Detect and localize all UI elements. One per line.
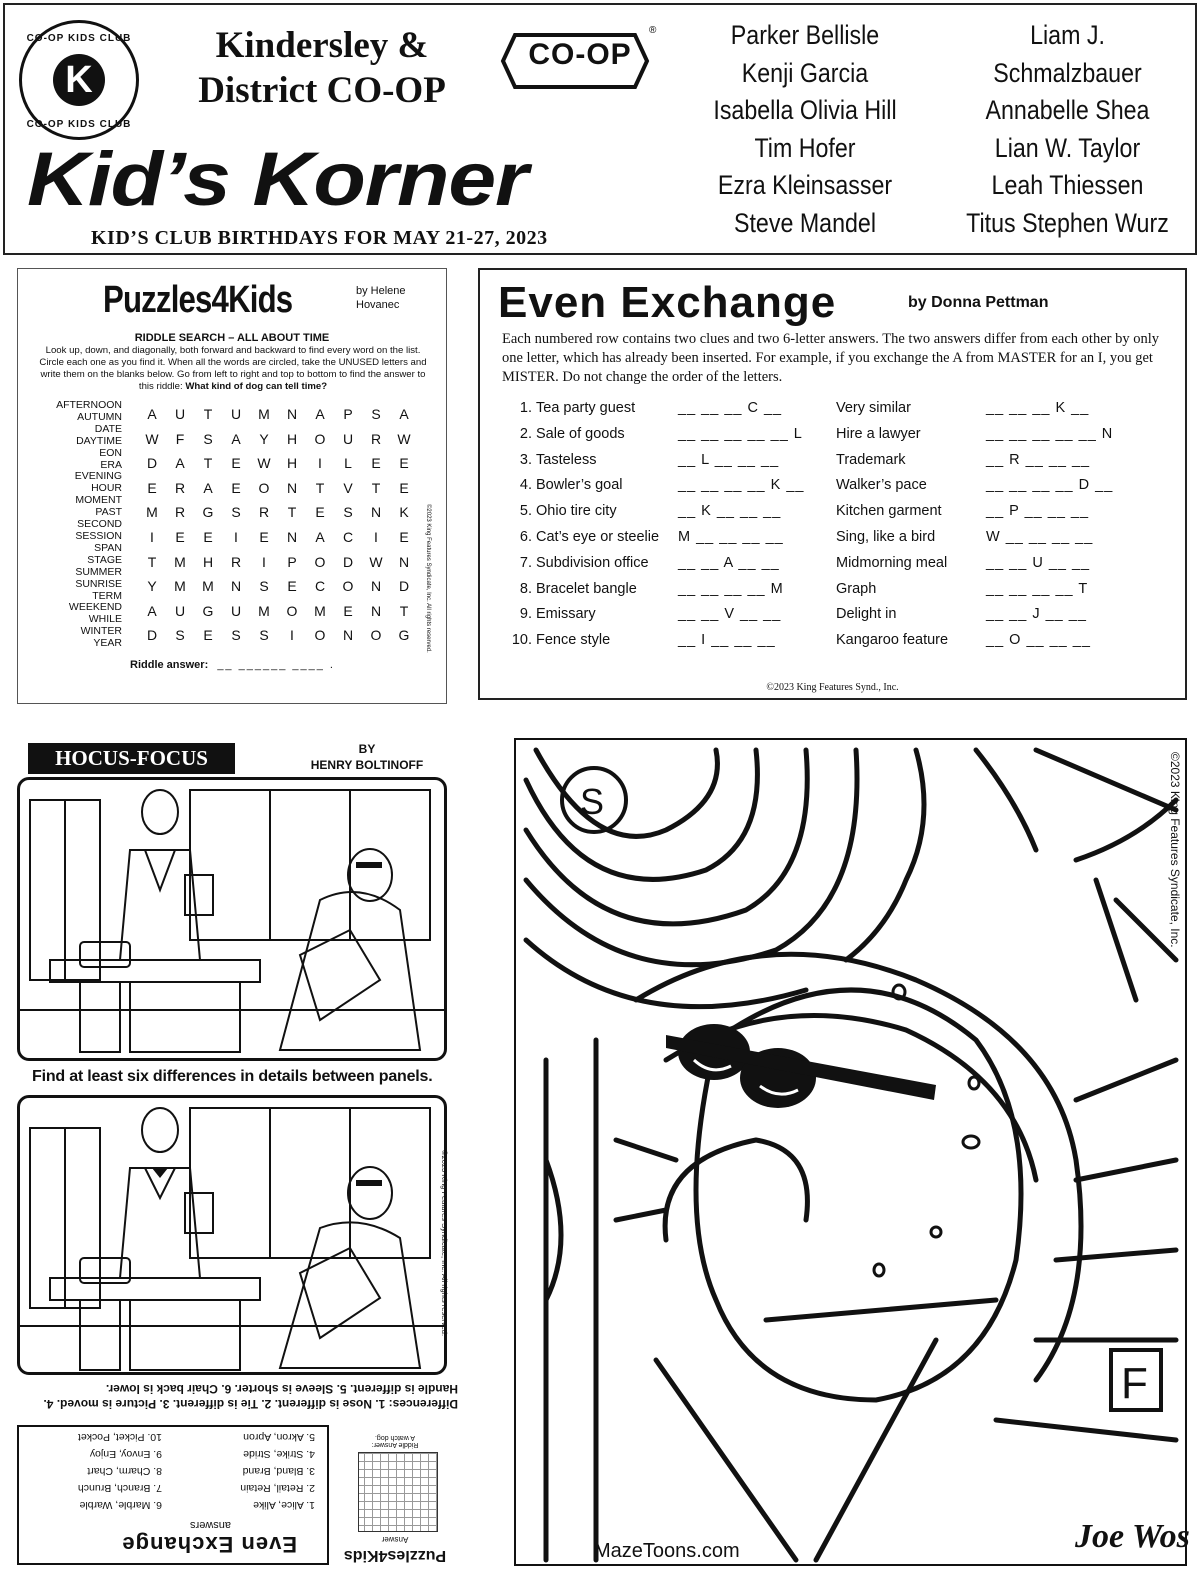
grid-letter[interactable]: E bbox=[287, 578, 297, 595]
word-list-item: DATE bbox=[94, 422, 122, 435]
grid-letter[interactable]: S bbox=[203, 430, 213, 447]
clue-number: 6. bbox=[519, 529, 532, 545]
birthday-name: Isabella Olivia Hill bbox=[713, 95, 897, 125]
grid-letter[interactable]: O bbox=[314, 553, 326, 570]
riddle-answer-line[interactable] bbox=[130, 659, 335, 671]
hocus-focus-caption: Find at least six differences in details between panels. bbox=[32, 1068, 433, 1085]
clue-left: Bracelet bangle bbox=[536, 580, 637, 597]
word-list-item: SESSION bbox=[75, 529, 122, 542]
clue-left: Fence style bbox=[536, 632, 611, 649]
even-exchange-instructions: Each numbered row contains two clues and two 6-letter answers. The two answers differ from each other by only one letter, which has already been inserted. For example, if you exchange the A from MASTER for an I, you get MISTER. Do not change the order of the letters. bbox=[502, 331, 1159, 385]
grid-letter[interactable]: A bbox=[315, 406, 325, 422]
word-list-item: PAST bbox=[95, 506, 122, 519]
grid-letter[interactable]: E bbox=[315, 504, 325, 521]
grid-letter[interactable]: U bbox=[230, 602, 242, 619]
grid-row bbox=[138, 550, 418, 575]
p4k-riddle-answer-label: Riddle Answer: bbox=[371, 1441, 419, 1448]
clue-row bbox=[480, 529, 1185, 549]
grid-letter[interactable]: A bbox=[147, 406, 157, 422]
grid-row bbox=[138, 476, 418, 501]
artist-signature: Joe Wos bbox=[1075, 1518, 1190, 1555]
hocus-focus-answers: Differences: 1. Nose is different. 2. Tie is different. 3. Picture is moved. 4. Handle is different. 5. Sleeve is shorter. 6. Chair back is lower. bbox=[43, 1382, 458, 1411]
maze-panel[interactable] bbox=[514, 738, 1187, 1566]
grid-letter[interactable]: C bbox=[314, 578, 326, 595]
clue-right: Kitchen garment bbox=[836, 503, 942, 520]
grid-letter[interactable]: V bbox=[343, 479, 353, 496]
instructions-text: Look up, down, and diagonally, both forward and backward to find every word on the list. Circle each one as you find it. When all the words are circled, take the UNUSED letters and write them on the blanks below. Go from left to right and top to bottom to find the answer to this riddle: bbox=[39, 345, 427, 392]
p4k-riddle-answer-text: A watch dog. bbox=[374, 1434, 416, 1441]
answer-item: 1. Alice, Alike bbox=[253, 1499, 315, 1511]
birthday-name: Ezra Kleinsasser bbox=[717, 170, 893, 200]
answer-blanks-left[interactable]: __ L __ __ __ bbox=[678, 451, 780, 468]
grid-letter[interactable]: U bbox=[342, 430, 354, 447]
grid-letter[interactable]: W bbox=[397, 430, 411, 447]
grid-row bbox=[138, 451, 418, 476]
clue-number: 5. bbox=[519, 503, 532, 520]
byline-by: BY bbox=[358, 742, 376, 756]
clue-row bbox=[480, 606, 1185, 626]
answer-item: 3. Bland, Brand bbox=[242, 1465, 315, 1477]
clue-right: Delight in bbox=[836, 606, 897, 623]
grid-letter[interactable]: R bbox=[174, 504, 186, 521]
clue-number: 10. bbox=[511, 632, 532, 649]
even-exchange-answers-box bbox=[17, 1425, 329, 1565]
hocus-focus-title: HOCUS-FOCUS bbox=[28, 743, 235, 774]
clue-right: Very similar bbox=[836, 400, 911, 416]
clue-row bbox=[480, 400, 1185, 420]
grid-letter[interactable]: L bbox=[344, 455, 352, 472]
office-cartoon-illustration bbox=[20, 780, 444, 1058]
answer-blanks-left[interactable]: __ __ __ __ M bbox=[678, 580, 784, 597]
answer-blanks-right[interactable]: __ __ U __ __ bbox=[986, 554, 1091, 571]
even-exchange-byline: by Donna Pettman bbox=[908, 294, 1049, 311]
grid-letter[interactable]: H bbox=[202, 553, 214, 570]
grid-letter[interactable]: N bbox=[286, 528, 298, 545]
logo-ring-bottom-text: CO-OP KIDS CLUB bbox=[26, 119, 132, 130]
answer-item: 10. Picket, Pocket bbox=[77, 1431, 162, 1443]
answer-blanks-right[interactable]: __ R __ __ __ bbox=[986, 451, 1091, 468]
clue-row bbox=[480, 426, 1185, 446]
clue-right: Hire a lawyer bbox=[836, 425, 921, 442]
grid-letter[interactable]: M bbox=[258, 406, 270, 422]
birthday-name: Steve Mandel bbox=[733, 207, 876, 238]
grid-letter[interactable]: T bbox=[399, 602, 409, 619]
grid-letter[interactable]: U bbox=[174, 406, 186, 422]
clue-left: Ohio tire city bbox=[536, 503, 617, 520]
grid-letter[interactable]: W bbox=[145, 430, 159, 447]
answer-item: 9. Envoy, Enjoy bbox=[89, 1448, 162, 1460]
maze-start-label: S bbox=[580, 781, 605, 822]
answers-column-1 bbox=[240, 1428, 315, 1513]
grid-letter[interactable]: O bbox=[286, 602, 298, 619]
birthday-list-2 bbox=[958, 17, 1177, 242]
byline-author: HENRY BOLTINOFF bbox=[310, 758, 424, 772]
grid-letter[interactable]: S bbox=[259, 627, 269, 644]
maze-finish-label: F bbox=[1121, 1359, 1148, 1408]
puzzles4kids-title: Puzzles4Kids bbox=[103, 279, 293, 321]
grid-letter[interactable]: R bbox=[258, 504, 270, 521]
office-cartoon-illustration-variant bbox=[20, 1098, 444, 1372]
answer-blanks-left[interactable]: __ I __ __ __ bbox=[678, 632, 776, 649]
word-list-item: WHILE bbox=[88, 613, 122, 626]
word-list-item: WEEKEND bbox=[68, 601, 122, 614]
word-list-item: SPAN bbox=[94, 541, 122, 554]
grid-letter[interactable]: S bbox=[175, 627, 185, 644]
grid-letter[interactable]: T bbox=[147, 553, 157, 570]
clue-number: 3. bbox=[519, 451, 532, 468]
answer-blanks-left[interactable]: __ __ __ __ K __ bbox=[678, 477, 805, 494]
grid-letter[interactable]: O bbox=[314, 430, 326, 447]
word-list bbox=[54, 400, 122, 650]
hocus-focus-panel-top[interactable] bbox=[17, 777, 447, 1061]
answer-blanks-right[interactable]: __ __ __ __ __ N bbox=[986, 425, 1114, 442]
p4k-answer-title: Puzzles4Kids bbox=[343, 1547, 447, 1564]
grid-letter[interactable]: T bbox=[371, 479, 381, 496]
grid-letter[interactable]: P bbox=[287, 553, 297, 570]
grid-letter[interactable]: M bbox=[146, 504, 158, 521]
answer-blanks-right[interactable]: W __ __ __ __ bbox=[986, 529, 1094, 545]
grid-letter[interactable]: W bbox=[369, 553, 383, 570]
birthday-name: Liam J. Schmalzbauer bbox=[993, 20, 1142, 88]
answer-blanks-right[interactable]: __ __ __ __ D __ bbox=[986, 477, 1114, 494]
grid-letter[interactable]: E bbox=[371, 455, 381, 472]
birthday-name: Lian W. Taylor bbox=[994, 132, 1141, 163]
birthday-name: Annabelle Shea bbox=[985, 95, 1150, 125]
clue-left: Subdivision office bbox=[536, 554, 649, 571]
grid-letter[interactable]: N bbox=[398, 553, 410, 570]
grid-letter[interactable]: E bbox=[343, 602, 353, 619]
clue-row bbox=[480, 581, 1185, 601]
answer-item: 2. Retail, Retain bbox=[240, 1482, 315, 1494]
p4k-solved-grid-thumbnail bbox=[358, 1452, 438, 1532]
grid-letter[interactable]: E bbox=[147, 479, 157, 496]
grid-letter[interactable]: I bbox=[374, 528, 378, 545]
grid-letter[interactable]: O bbox=[370, 627, 382, 644]
p4k-answer-label: Answer bbox=[381, 1535, 409, 1544]
answer-item: 7. Branch, Brunch bbox=[77, 1482, 162, 1494]
birthday-name: Kenji Garcia bbox=[741, 57, 869, 88]
word-list-item: AFTERNOON bbox=[56, 399, 122, 411]
grid-letter[interactable]: A bbox=[231, 430, 241, 447]
answer-blanks-left[interactable]: __ __ __ C __ bbox=[678, 400, 783, 416]
clue-left: Tasteless bbox=[536, 451, 597, 468]
grid-letter[interactable]: O bbox=[258, 479, 270, 496]
grid-letter[interactable]: N bbox=[370, 602, 382, 619]
grid-letter[interactable]: E bbox=[175, 528, 185, 545]
maze-website: MazeToons.com bbox=[594, 1540, 740, 1562]
birthday-list-1 bbox=[702, 17, 908, 242]
answer-blanks-left[interactable]: __ __ __ __ __ L bbox=[678, 425, 803, 442]
grid-row bbox=[138, 599, 418, 624]
hocus-focus-copyright: ©2023 King Features Syndicate, Inc. All rights reserved. bbox=[440, 1150, 449, 1337]
grid-letter[interactable]: M bbox=[202, 578, 214, 595]
word-list-item: SUMMER bbox=[75, 565, 122, 578]
grid-letter[interactable]: R bbox=[174, 479, 186, 496]
grid-letter[interactable]: I bbox=[234, 528, 238, 545]
word-list-item: EON bbox=[99, 446, 122, 459]
grid-letter[interactable]: N bbox=[370, 578, 382, 595]
answers-title: Even Exchange bbox=[121, 1532, 297, 1557]
clue-right: Trademark bbox=[836, 451, 906, 468]
birthday-heading: KID’S CLUB BIRTHDAYS FOR MAY 21-27, 2023 bbox=[91, 227, 548, 249]
puzzles4kids-answer-box bbox=[340, 1428, 450, 1566]
riddle-question: What kind of dog can tell time? bbox=[185, 381, 328, 392]
answer-blanks-right[interactable]: __ O __ __ __ bbox=[986, 632, 1091, 649]
word-list-item: WINTER bbox=[80, 625, 122, 638]
grid-letter[interactable]: M bbox=[258, 602, 270, 619]
even-exchange-title: Even Exchange bbox=[498, 278, 837, 327]
word-list-item: MOMENT bbox=[75, 494, 122, 507]
grid-letter[interactable]: E bbox=[399, 455, 409, 472]
grid-letter[interactable]: D bbox=[398, 578, 410, 595]
coop-title bbox=[157, 23, 487, 113]
grid-letter[interactable]: E bbox=[399, 528, 409, 545]
grid-letter[interactable]: A bbox=[175, 455, 185, 472]
grid-letter[interactable]: N bbox=[286, 479, 298, 496]
answer-item: 4. Strike, Stride bbox=[243, 1448, 315, 1460]
grid-letter[interactable]: I bbox=[290, 627, 294, 644]
answer-item: 6. Marble, Warble bbox=[79, 1499, 162, 1511]
clue-right: Walker’s pace bbox=[836, 477, 927, 494]
riddle-search-subtitle: RIDDLE SEARCH – ALL ABOUT TIME bbox=[134, 332, 330, 344]
grid-letter[interactable]: O bbox=[314, 627, 326, 644]
clue-row bbox=[480, 555, 1185, 575]
clue-number: 9. bbox=[519, 606, 532, 623]
clue-number: 4. bbox=[519, 477, 532, 494]
logo-letter: K bbox=[53, 54, 105, 106]
even-exchange-copyright: ©2023 King Features Synd., Inc. bbox=[766, 682, 899, 693]
clue-number: 7. bbox=[519, 554, 532, 571]
answer-blanks-left[interactable]: __ __ A __ __ bbox=[678, 554, 780, 571]
byline-line1: by Helene bbox=[356, 285, 406, 297]
grid-letter[interactable]: M bbox=[174, 553, 186, 570]
grid-letter[interactable]: Y bbox=[147, 578, 157, 595]
clue-left: Bowler’s goal bbox=[536, 477, 623, 494]
grid-letter[interactable]: G bbox=[202, 504, 214, 521]
grid-letter[interactable]: I bbox=[150, 528, 154, 545]
answer-blanks-left[interactable]: __ __ V __ __ bbox=[678, 606, 782, 623]
coop-title-line2: District CO-OP bbox=[198, 70, 446, 111]
word-search-grid[interactable] bbox=[138, 402, 418, 648]
riddle-answer-blanks[interactable]: __ ______ ____ . bbox=[217, 659, 335, 671]
birthday-name: Parker Bellisle bbox=[730, 20, 880, 50]
word-list-item: HOUR bbox=[91, 482, 122, 495]
grid-letter[interactable]: T bbox=[315, 479, 325, 496]
answer-blanks-right[interactable]: __ __ __ __ T bbox=[986, 580, 1089, 597]
grid-letter[interactable]: S bbox=[259, 578, 269, 595]
answer-blanks-left[interactable]: __ K __ __ __ bbox=[678, 503, 782, 520]
answers-column-2 bbox=[78, 1428, 162, 1513]
grid-letter[interactable]: A bbox=[147, 602, 157, 619]
word-list-item: SECOND bbox=[77, 518, 122, 531]
grid-letter[interactable]: C bbox=[342, 528, 354, 545]
even-exchange-panel bbox=[478, 268, 1187, 700]
clue-row bbox=[480, 632, 1185, 652]
puzzles4kids-byline bbox=[356, 284, 406, 312]
coop-title-line1: Kindersley & bbox=[215, 25, 429, 66]
grid-letter[interactable]: D bbox=[146, 627, 158, 644]
grid-letter[interactable]: I bbox=[262, 553, 266, 570]
clue-left: Tea party guest bbox=[536, 400, 636, 416]
answer-blanks-left[interactable]: M __ __ __ __ bbox=[678, 529, 784, 545]
answer-blanks-right[interactable]: __ __ __ K __ bbox=[986, 400, 1090, 416]
coop-logo-mark: ® bbox=[649, 25, 657, 36]
grid-letter[interactable]: U bbox=[230, 406, 242, 422]
kids-club-logo bbox=[19, 20, 139, 140]
grid-letter[interactable]: W bbox=[257, 455, 271, 472]
grid-letter[interactable]: D bbox=[146, 455, 158, 472]
grid-letter[interactable]: G bbox=[202, 602, 214, 619]
grid-row bbox=[138, 525, 418, 550]
grid-letter[interactable]: S bbox=[231, 504, 241, 521]
answers-subtitle: answers bbox=[190, 1519, 231, 1531]
byline-line2: Hovanec bbox=[356, 299, 400, 311]
clue-right: Midmorning meal bbox=[836, 554, 948, 571]
grid-letter[interactable]: I bbox=[318, 455, 322, 472]
grid-letter[interactable]: E bbox=[399, 479, 409, 496]
word-list-item: STAGE bbox=[87, 553, 122, 566]
grid-letter[interactable]: U bbox=[174, 602, 186, 619]
grid-letter[interactable]: H bbox=[286, 455, 298, 472]
clue-number: 1. bbox=[519, 400, 532, 416]
hocus-focus-byline bbox=[302, 741, 432, 773]
word-list-item: EVENING bbox=[74, 470, 122, 483]
grid-letter[interactable]: R bbox=[230, 553, 242, 570]
grid-row bbox=[138, 500, 418, 525]
grid-letter[interactable]: S bbox=[371, 406, 381, 422]
word-list-item: AUTUMN bbox=[77, 410, 122, 423]
hocus-focus-panel-bottom[interactable] bbox=[17, 1095, 447, 1375]
header-banner bbox=[3, 3, 1197, 255]
grid-letter[interactable]: E bbox=[231, 479, 241, 496]
puzzles4kids-copyright: ©2023 King Features Syndicate, Inc. All rights reserved. bbox=[425, 504, 431, 653]
grid-letter[interactable]: K bbox=[399, 504, 409, 521]
grid-letter[interactable]: T bbox=[287, 504, 297, 521]
clue-row bbox=[480, 503, 1185, 523]
p4k-riddle-answer bbox=[340, 1434, 450, 1448]
word-list-item: TERM bbox=[92, 589, 122, 602]
clue-right: Graph bbox=[836, 580, 877, 597]
potato-beach-maze-illustration[interactable] bbox=[516, 740, 1185, 1564]
answers-rotated-content bbox=[19, 1427, 327, 1563]
answer-blanks-right[interactable]: __ __ J __ __ bbox=[986, 606, 1087, 623]
grid-letter[interactable]: E bbox=[231, 455, 241, 472]
grid-row bbox=[138, 623, 418, 648]
clue-number: 8. bbox=[519, 580, 532, 597]
grid-letter[interactable]: G bbox=[398, 627, 410, 644]
riddle-search-instructions bbox=[38, 345, 428, 393]
word-list-item: SUNRISE bbox=[75, 577, 122, 590]
grid-letter[interactable]: M bbox=[174, 578, 186, 595]
p4k-answer-rotated-content bbox=[340, 1428, 450, 1566]
birthday-name: Tim Hofer bbox=[754, 132, 856, 163]
grid-letter[interactable]: A bbox=[399, 406, 409, 422]
clue-row bbox=[480, 477, 1185, 497]
grid-letter[interactable]: E bbox=[259, 528, 269, 545]
grid-letter[interactable]: N bbox=[342, 627, 354, 644]
clue-row bbox=[480, 452, 1185, 472]
grid-letter[interactable]: S bbox=[231, 627, 241, 644]
grid-letter[interactable]: N bbox=[230, 578, 242, 595]
clue-left: Sale of goods bbox=[536, 425, 625, 442]
word-list-item: YEAR bbox=[93, 637, 122, 650]
maze-copyright: ©2023 King Features Syndicate, Inc. bbox=[1168, 752, 1182, 948]
grid-letter[interactable]: M bbox=[314, 602, 326, 619]
clue-number: 2. bbox=[519, 425, 532, 442]
clue-right: Kangaroo feature bbox=[836, 632, 949, 649]
grid-row bbox=[138, 402, 418, 427]
grid-letter[interactable]: A bbox=[315, 528, 325, 545]
logo-ring-top-text: CO-OP KIDS CLUB bbox=[26, 33, 132, 44]
grid-letter[interactable]: Y bbox=[259, 430, 269, 447]
clue-left: Cat’s eye or steelie bbox=[536, 529, 660, 545]
page-title: Kid’s Korner bbox=[27, 137, 528, 222]
clue-left: Emissary bbox=[536, 606, 596, 623]
grid-letter[interactable]: N bbox=[370, 504, 382, 521]
grid-letter[interactable]: N bbox=[286, 406, 298, 422]
clue-right: Sing, like a bird bbox=[836, 529, 936, 545]
grid-letter[interactable]: E bbox=[203, 528, 213, 545]
grid-letter[interactable]: D bbox=[342, 553, 354, 570]
word-list-item: DAYTIME bbox=[76, 434, 122, 447]
riddle-answer-label: Riddle answer: bbox=[130, 659, 209, 671]
grid-letter[interactable]: T bbox=[203, 406, 213, 422]
coop-logo-text: CO-OP bbox=[528, 38, 632, 71]
grid-letter[interactable]: R bbox=[370, 430, 382, 447]
word-list-item: ERA bbox=[100, 458, 122, 471]
puzzles4kids-panel bbox=[17, 268, 447, 704]
grid-letter[interactable]: A bbox=[203, 479, 213, 496]
grid-letter[interactable]: P bbox=[343, 406, 353, 422]
grid-row bbox=[138, 574, 418, 599]
grid-letter[interactable]: O bbox=[342, 578, 354, 595]
grid-letter[interactable]: F bbox=[175, 430, 185, 447]
grid-row bbox=[138, 427, 418, 452]
answer-blanks-right[interactable]: __ P __ __ __ bbox=[986, 503, 1090, 520]
birthday-name: Titus Stephen Wurz bbox=[966, 207, 1169, 238]
answer-item: 5. Akron, Apron bbox=[243, 1431, 315, 1443]
grid-letter[interactable]: S bbox=[343, 504, 353, 521]
answer-item: 8. Charm, Chart bbox=[87, 1465, 162, 1477]
grid-letter[interactable]: H bbox=[286, 430, 298, 447]
grid-letter[interactable]: T bbox=[203, 455, 213, 472]
grid-letter[interactable]: E bbox=[203, 627, 213, 644]
birthday-name: Leah Thiessen bbox=[991, 170, 1144, 200]
